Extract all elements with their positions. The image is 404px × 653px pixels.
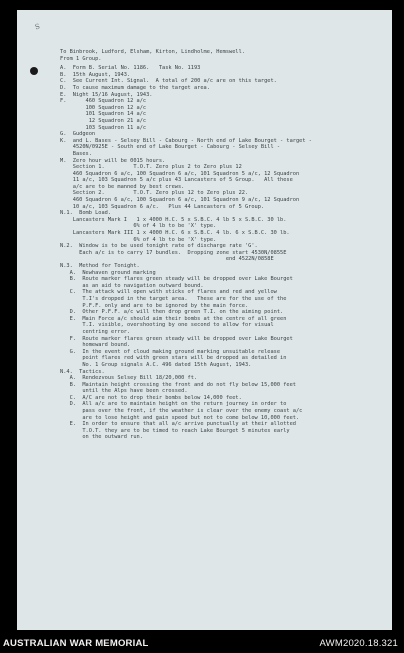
- document-line: 6% of 4 lb to be 'X' type.: [60, 236, 217, 243]
- document-line: D. To cause maximum damage to the target area.: [60, 84, 210, 91]
- document-line: end 4522N/0858E: [60, 256, 274, 263]
- document-line: until the Alps have been crossed.: [60, 388, 188, 395]
- footer-accession-number: AWM2020.18.321: [319, 638, 398, 649]
- document-line: N.1. Bomb Load.: [60, 210, 112, 217]
- document-line: B. Maintain height crossing the front and do not fly below 15,000 feet: [60, 381, 296, 388]
- document-line: B. 15th August, 1943.: [60, 71, 131, 78]
- document-line: a/c are to be manned by best crews.: [60, 183, 185, 190]
- document-line: F. Route marker flares green steady will be dropped over Lake Bourget: [60, 335, 293, 342]
- document-line: D. All a/c are to maintain height on the return journey in order to: [60, 401, 287, 408]
- document-line: centring error.: [60, 328, 131, 335]
- document-line: Bases.: [60, 150, 92, 157]
- document-line: homeward bound.: [60, 342, 131, 349]
- document-line: No. 1 Group signals A.C. 496 dated 15th August, 1943.: [60, 361, 252, 368]
- document-line: 11 a/c, 103 Squadron 5 a/c plus 43 Lancasters of 5 Group. All these: [60, 177, 293, 184]
- punch-hole: [30, 67, 38, 75]
- document-text: [60, 49, 385, 441]
- document-line: 10 a/c, 103 Squadron 6 a/c. Plus 44 Lancasters of 5 Group.: [60, 203, 265, 210]
- footer-bar: [0, 633, 404, 653]
- document-line: N.4. Tactics.: [60, 368, 105, 375]
- document-line: Section 1. T.O.T. Zero plus 2 to Zero plus 12: [60, 164, 242, 171]
- document-line: M. Zero hour will be 0015 hours.: [60, 157, 166, 164]
- document-line: 6% of 4 lb to be 'X' type.: [60, 223, 217, 230]
- document-line: To Binbrook, Ludford, Elsham, Kirton, Lindholme, Hemswell.: [60, 49, 245, 55]
- document-line: Lancasters Mark III 1 x 4000 H.C. 6 x S.B.C. 4 lb. 6 x S.B.C. 30 lb.: [60, 230, 290, 237]
- document-line: B. Route marker flares green steady will be dropped over Lake Bourget: [60, 276, 293, 283]
- document-line: T.O.T. they are to be timed to reach Lake Bourget 5 minutes early: [60, 427, 290, 434]
- document-line: G. In the event of cloud making ground marking unsuitable release: [60, 348, 281, 355]
- document-line: 12 Squadron 21 a/c: [60, 117, 147, 124]
- document-line: N.2. Window is to be used tonight rate of discharge rate 'G'.: [60, 243, 258, 250]
- document-line: A. Form B. Serial No. 1186. Task No. 1193: [60, 65, 201, 72]
- document-line: 100 Squadron 12 a/c: [60, 104, 147, 111]
- document-line: T.I's dropped in the target area. These are for the use of the: [60, 295, 287, 302]
- footer-institution: AUSTRALIAN WAR MEMORIAL: [3, 638, 149, 649]
- document-line: T.I. visible, overshooting by one second to allow for visual: [60, 322, 274, 329]
- document-line: N.3. Method for Tonight.: [60, 263, 140, 269]
- document-line: K. and L. Bases - Selsey Bill - Cabourg - North end of Lake Bourget - target -: [60, 137, 312, 144]
- document-line: Lancasters Mark I 1 x 4000 H.C. 5 x S.B.C. 4 lb 5 x S.B.C. 30 lb.: [60, 216, 287, 223]
- document-line: E. Main Force a/c should aim their bombs at the centre of all green: [60, 315, 287, 322]
- document-line: E. Night 15/16 August, 1943.: [60, 91, 153, 98]
- document-line: 460 Squadron 6 a/c, 100 Squadron 6 a/c, 101 Squadron 5 a/c, 12 Squadron: [60, 170, 300, 177]
- document-line: 101 Squadron 14 a/c: [60, 111, 147, 118]
- document-line: as an aid to navigation outward bound.: [60, 282, 204, 289]
- document-line: F. 460 Squadron 12 a/c: [60, 98, 147, 105]
- document-line: 103 Squadron 11 a/c: [60, 124, 147, 131]
- document-line: C. The attack will open with sticks of flares and red and yellow: [60, 289, 277, 296]
- document-line: pass over the front, if the weather is clear over the enemy coast a/c: [60, 408, 303, 415]
- document-line: Each a/c is to carry 17 bundles. Dropping zone start 4530N/0855E: [60, 249, 287, 256]
- document-line: D. Other P.F.F. a/c will then drop green T.I. on the aiming point.: [60, 309, 284, 316]
- document-line: G. Gudgeon: [60, 131, 96, 138]
- document-line: Section 2. T.O.T. Zero plus 12 to Zero plus 22.: [60, 190, 249, 197]
- document-line: From 1 Group.: [60, 55, 102, 62]
- handwritten-mark: S: [34, 22, 41, 32]
- document-line: point flares red with green stars will be dropped as detailed in: [60, 355, 287, 362]
- document-line: 460 Squadron 6 a/c, 100 Squadron 6 a/c, 101 Squadron 9 a/c, 12 Squadron: [60, 197, 300, 204]
- document-line: are to lose height and gain speed but not to come below 10,000 feet.: [60, 414, 300, 421]
- document-page: [17, 10, 392, 630]
- document-line: C. A/C are not to drop their bombs below 14,000 feet.: [60, 394, 242, 401]
- document-line: A. Newhaven ground marking: [60, 269, 156, 276]
- document-line: A. Rendezvous Selsey Bill 18/20,000 ft.: [60, 375, 198, 382]
- document-line: on the outward run.: [60, 434, 143, 441]
- document-line: P.F.F. only and are to be ignored by the main force.: [60, 302, 249, 309]
- document-line: 4520N/0925E - South end of Lake Bourget - Cabourg - Selsey Bill -: [60, 144, 281, 151]
- document-line: E. In order to ensure that all a/c arrive punctually at their allotted: [60, 421, 296, 428]
- document-line: C. See Current Int. Signal. A total of 200 a/c are on this target.: [60, 78, 277, 85]
